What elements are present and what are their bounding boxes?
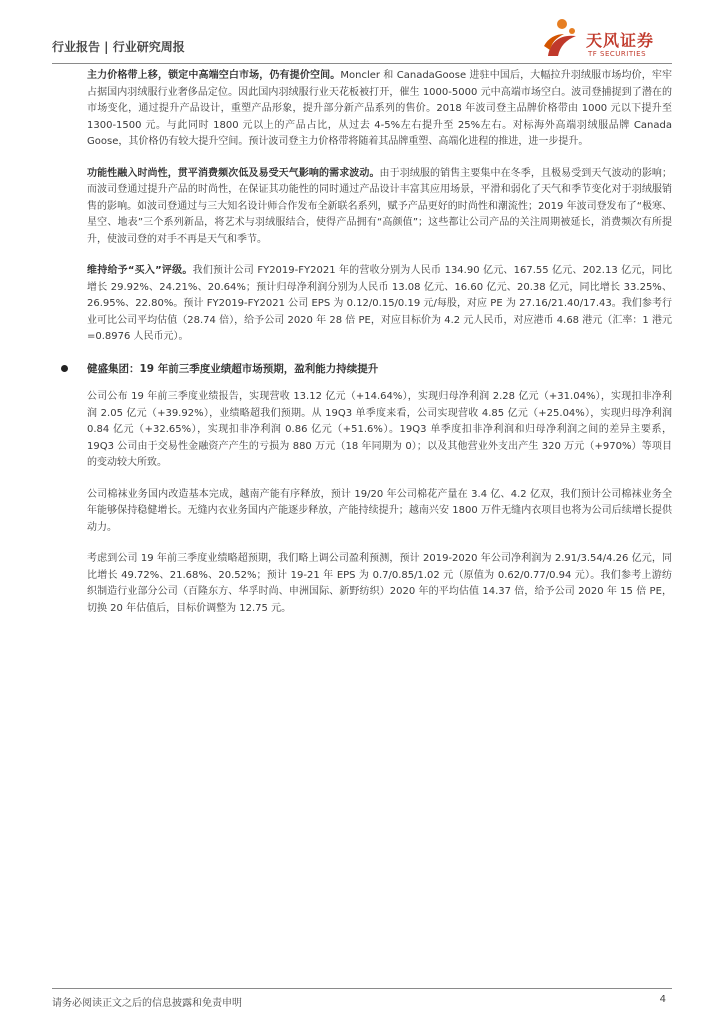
paragraph-text: 公司棉袜业务国内改造基本完成，越南产能有序释放，预计 19/20 年公司棉花产量在 3.4 亿、4.2 亿双，我们预计公司棉袜业务全年能够保持稳健增长。无缝内衣业务国内产能逐步释放，产能持续提升；越南兴安 1800 万件无缝内衣项目也将为公司后续增长提供动力。	[87, 488, 672, 533]
section-heading-text: 健盛集团：19 年前三季度业绩超市场预期，盈利能力持续提升	[87, 362, 379, 375]
paragraph-text: 我们预计公司 FY2019-FY2021 年的营收分别为人民币 134.90 亿元、167.55 亿元、202.13 亿元，同比增长 29.92%、24.21%、20.64%；预计归母净利润分别为人民币 13.08 亿元、16.60 亿元、20.38 亿元，同比增长 33.25%、26.95%、22.80%。预计 FY2019-FY2021 公司 EPS 为 0.12/0.15/0.19 元/每股，对应 PE 为 27.16/21.40/17.43。我们参考行业可比公司平均估值（28.74 倍），给予公司 2020 年 28 倍 PE，对应目标价为 4.2 元人民币，对应港币 4.68 港元（汇率：1 港元=0.8976 人民币元）。	[87, 265, 672, 342]
paragraph-price-band	[87, 68, 672, 151]
paragraph-text: 由于羽绒服的销售主要集中在冬季，且极易受到天气波动的影响；而波司登通过提升产品的时尚性，在保证其功能性的同时通过产品设计丰富其应用场景，平滑和弱化了天气和季节变化对于羽绒服销售的影响。如波司登通过与三大知名设计师合作发布全新联名系列，赋予产品更好的时尚性和潮流性；2019 年波司登发布了“极寒、星空、地表”三个系列新品，将艺术与羽绒服结合，使得产品拥有“高颜值”；这些都让公司产品的关注周期被延长，消费频次有所提升，使波司登的对手不再是天气和季节。	[87, 167, 673, 245]
paragraph-forecast	[87, 551, 672, 617]
footer-disclaimer: 请务必阅读正文之后的信息披露和免责申明	[52, 998, 242, 1009]
paragraph-lead: 功能性融入时尚性，贯平消费频次低及易受天气影响的需求波动。	[87, 167, 380, 179]
logo-text-cn: 天风证券	[586, 31, 655, 50]
report-body	[87, 68, 672, 632]
paragraph-results	[87, 389, 672, 472]
page-number: 4	[659, 994, 666, 1005]
report-header-title: 行业报告 | 行业研究周报	[52, 40, 185, 54]
footer-divider	[52, 988, 672, 989]
paragraph-text: 考虑到公司 19 年前三季度业绩略超预期，我们略上调公司盈利预测，预计 2019-2020 年公司净利润为 2.91/3.54/4.26 亿元，同比增长 49.72%、21.68%、20.52%；预计 19-21 年 EPS 为 0.7/0.85/1.02 元（原值为 0.62/0.77/0.94 元）。我们参考上游纺织制造行业部分公司（百隆东方、华孚时尚、申洲国际、新野纺织）2020 年的平均估值 14.37 倍，给予公司 2020 年 15 倍 PE，切换 20 年估值后，目标价调整为 12.75 元。	[87, 553, 672, 614]
paragraph-lead: 维持给予“买入”评级。	[87, 265, 193, 276]
header-divider	[52, 63, 672, 64]
paragraph-capacity	[87, 487, 672, 537]
paragraph-text: Moncler 和 CanadaGoose 进驻中国后，大幅拉升羽绒服市场均价，牢牢占据国内羽绒服行业奢侈品定位。因此国内羽绒服行业天花板被打开，催生 1000-5000 元中高端市场空白。波司登捕捉到了潜在的市场变化，通过提升产品设计，重塑产品形象，提升部分新产品系列的售价。2018 年波司登主品牌价格带由 1000 元以下提升至 1300-1500 元。与此同时 1800 元以上的产品占比，从过去 4-5%左右提升至 25%左右。对标海外高端羽绒服品牌 Canada Goose，其价格仍有较大提升空间。预计波司登主力价格带将随着其品牌重塑、高端化进程的推进，进一步提升。	[87, 70, 673, 147]
logo-text-en: TF SECURITIES	[588, 50, 647, 58]
paragraph-lead: 主力价格带上移，锁定中高端空白市场，仍有提价空间。	[87, 70, 341, 81]
section-heading	[87, 361, 672, 378]
company-logo	[542, 16, 672, 62]
logo-mark-icon	[542, 16, 584, 60]
paragraph-fashion	[87, 166, 672, 249]
bullet-icon	[61, 365, 68, 372]
paragraph-text: 公司公布 19 年前三季度业绩报告，实现营收 13.12 亿元（+14.64%），实现归母净利润 2.28 亿元（+31.04%），实现扣非净利润 2.05 亿元（+39.92%），业绩略超我们预期。从 19Q3 单季度来看，公司实现营收 4.85 亿元（+25.04%），实现归母净利润 0.84 亿元（+32.65%），实现扣非净利润 0.86 亿元（+51.6%）。19Q3 单季度扣非净利润和归母净利润之间的差异主要系，19Q3 公司由于交易性金融资产产生的亏损为 880 万元（18 年同期为 0）；以及其他营业外支出产生 320 万元（+970%）等项目的变动较大所致。	[87, 391, 672, 468]
paragraph-rating	[87, 263, 672, 346]
